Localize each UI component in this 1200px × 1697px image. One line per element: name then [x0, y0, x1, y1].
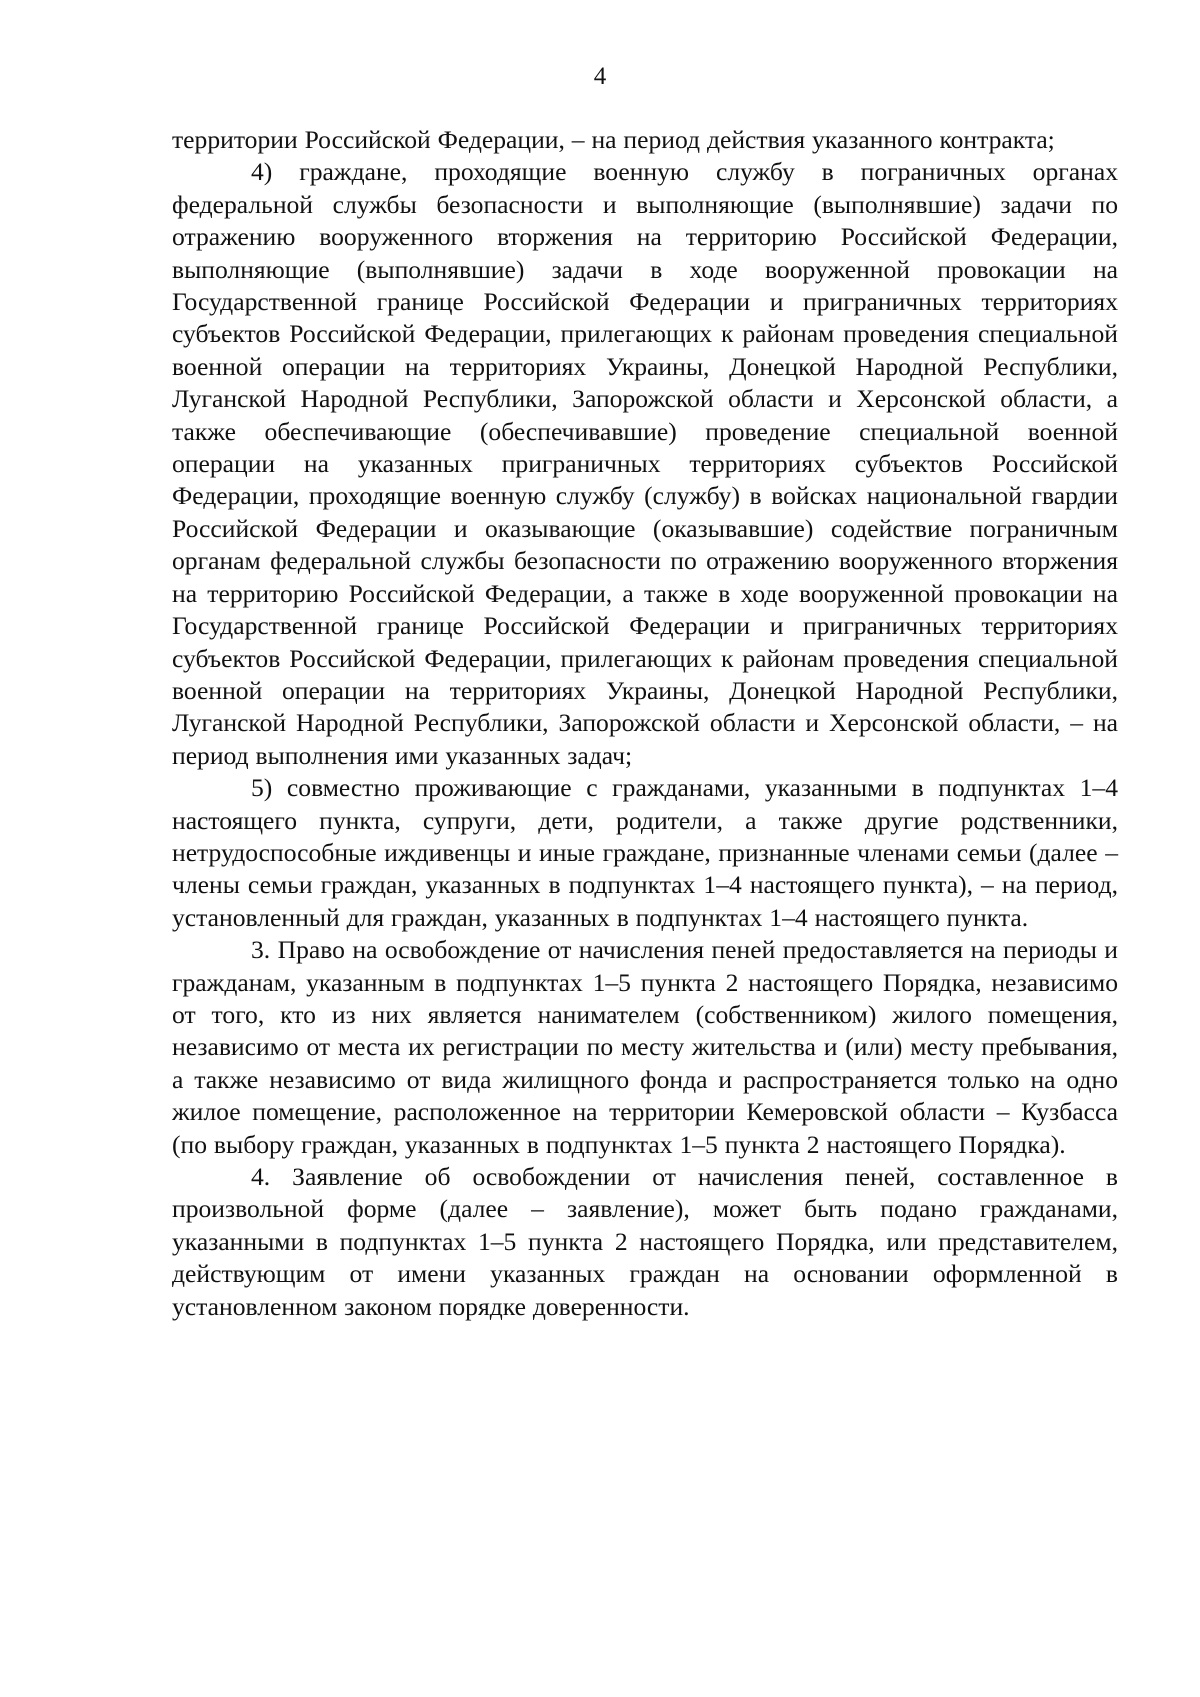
- document-body: [172, 124, 1118, 1323]
- page-number: 4: [593, 63, 607, 90]
- paragraph-continuation: территории Российской Федерации, – на период действия указанного контракта;: [172, 125, 1055, 154]
- paragraph-subitem-4: 4) граждане, проходящие военную службу в пограничных органах федеральной службы безопасности и выполняющие (выполнявшие) задачи по отражению вооруженного вторжения на территорию Российской Федерации, выполняющие (выполнявшие) задачи в ходе вооруженной провокации на Государственной границе Российской Федерации и приграничных территориях субъектов Российской Федерации, прилегающих к районам проведения специальной военной операции на территориях Украины, Донецкой Народной Республики, Луганской Народной Республики, Запорожской области и Херсонской области, а также обеспечивающие (обеспечивавшие) проведение специальной военной операции на указанных приграничных территориях субъектов Российской Федерации, проходящие военную службу (службу) в войсках национальной гвардии Российской Федерации и оказывающие (оказывавшие) содействие пограничным органам федеральной службы безопасности по отражению вооруженного вторжения на территорию Российской Федерации, а также в ходе вооруженной провокации на Государственной границе Российской Федерации и приграничных территориях субъектов Российской Федерации, прилегающих к районам проведения специальной военной операции на территориях Украины, Донецкой Народной Республики, Луганской Народной Республики, Запорожской области и Херсонской области, – на период выполнения ими указанных задач;: [172, 157, 1118, 770]
- paragraph-item-3: 3. Право на освобождение от начисления пеней предоставляется на периоды и гражданам, указанным в подпунктах 1–5 пункта 2 настоящего Порядка, независимо от того, кто из них является нанимателем (собственником) жилого помещения, независимо от места их регистрации по месту жительства и (или) месту пребывания, а также независимо от вида жилищного фонда и распространяется только на одно жилое помещение, расположенное на территории Кемеровской области – Кузбасса (по выбору граждан, указанных в подпунктах 1–5 пункта 2 настоящего Порядка).: [172, 935, 1118, 1159]
- paragraph-item-4: 4. Заявление об освобождении от начисления пеней, составленное в произвольной форме (далее – заявление), может быть подано гражданами, указанными в подпунктах 1–5 пункта 2 настоящего Порядка, или представителем, действующим от имени указанных граждан на основании оформленной в установленном законом порядке доверенности.: [172, 1162, 1118, 1321]
- paragraph-subitem-5: 5) совместно проживающие с гражданами, указанными в подпунктах 1–4 настоящего пункта, супруги, дети, родители, а также другие родственники, нетрудоспособные иждивенцы и иные граждане, признанные членами семьи (далее – члены семьи граждан, указанных в подпунктах 1–4 настоящего пункта), – на период, установленный для граждан, указанных в подпунктах 1–4 настоящего пункта.: [172, 773, 1118, 932]
